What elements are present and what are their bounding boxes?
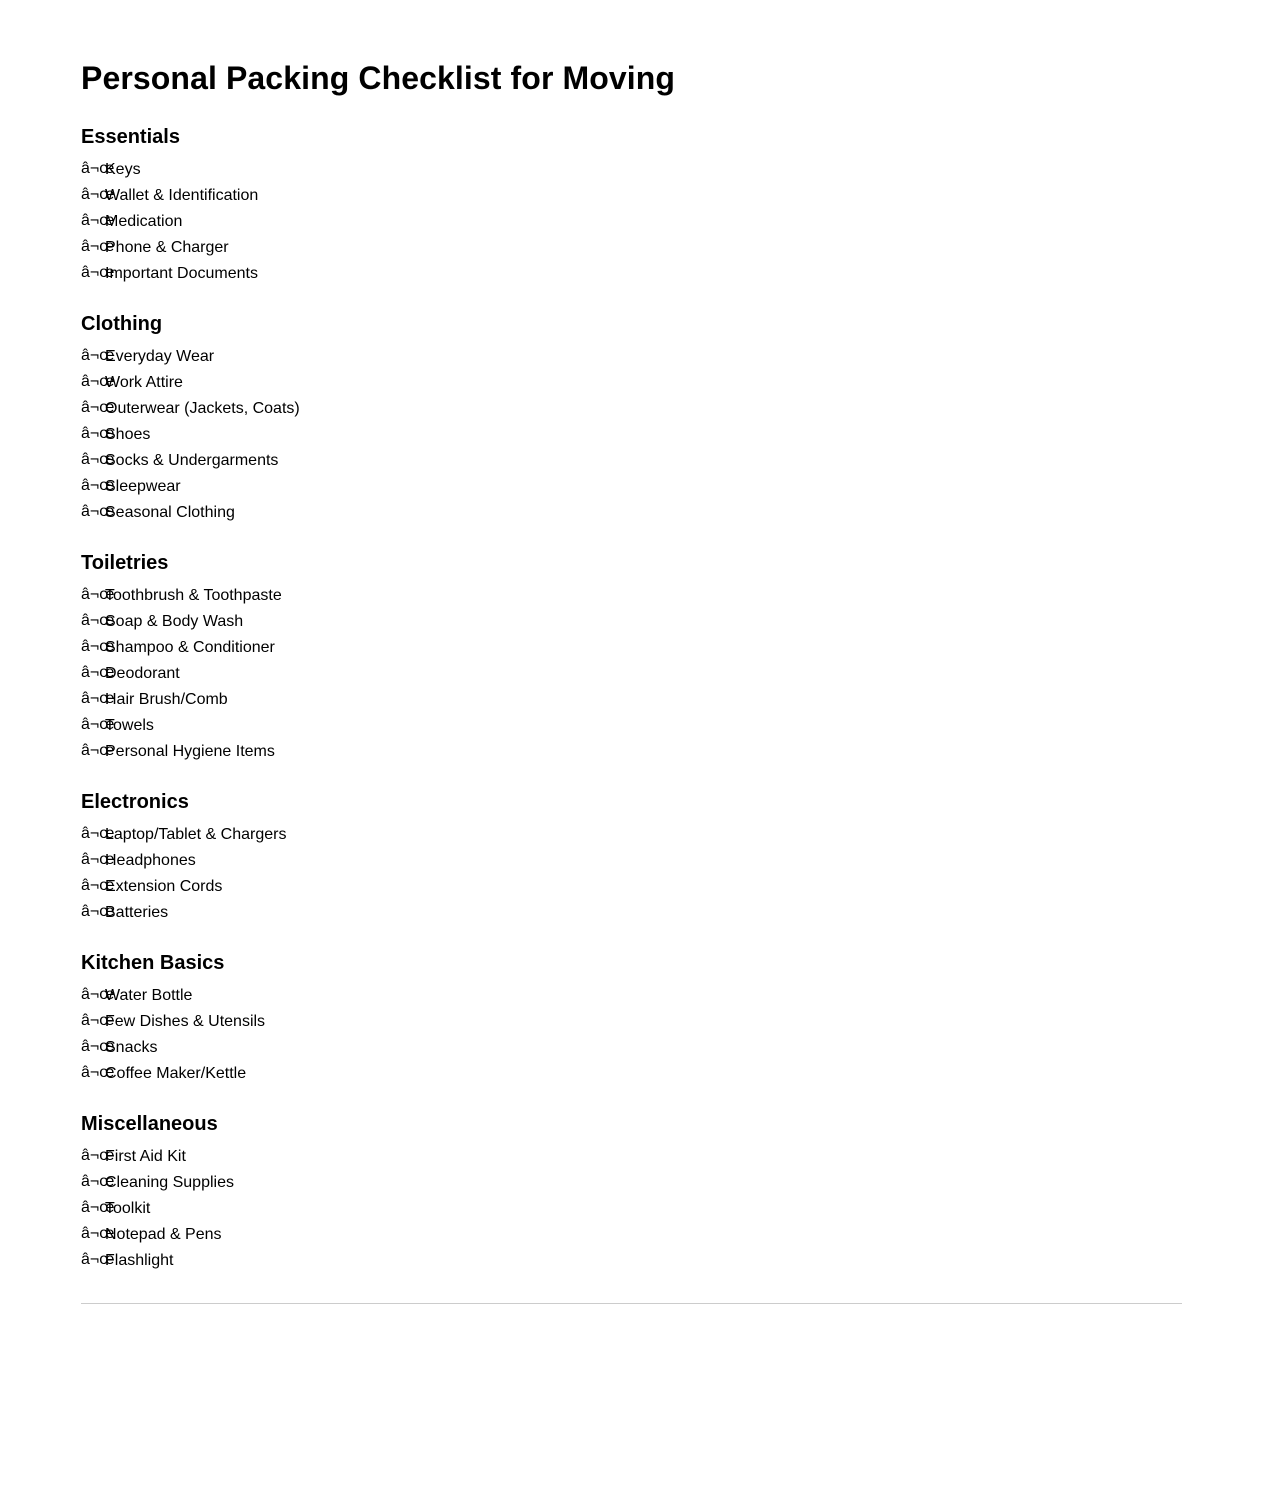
checklist-item xyxy=(81,183,1182,209)
checkbox-icon: â¬œ xyxy=(81,503,115,520)
checklist-item-label: Toothbrush & Toothpaste xyxy=(105,587,282,604)
checklist-item-label: Shampoo & Conditioner xyxy=(105,639,275,656)
checkbox-icon: â¬œ xyxy=(81,612,115,629)
section-miscellaneous xyxy=(81,1112,1182,1274)
checklist-item xyxy=(81,235,1182,261)
checklist-page xyxy=(81,0,1182,1304)
checklist-item-label: Deodorant xyxy=(105,665,180,682)
checklist-item xyxy=(81,1061,1182,1087)
checklist-item xyxy=(81,209,1182,235)
section-electronics xyxy=(81,790,1182,926)
checklist-item-label: Coffee Maker/Kettle xyxy=(105,1065,247,1082)
checkbox-icon: â¬œ xyxy=(81,347,115,364)
checkbox-icon: â¬œ xyxy=(81,742,115,759)
checkbox-icon: â¬œ xyxy=(81,160,115,177)
checklist-item xyxy=(81,1170,1182,1196)
checklist-item xyxy=(81,739,1182,765)
checkbox-icon: â¬œ xyxy=(81,451,115,468)
checkbox-icon: â¬œ xyxy=(81,716,115,733)
checklist-item xyxy=(81,500,1182,526)
section-heading: Electronics xyxy=(81,791,189,813)
checklist-item-label: First Aid Kit xyxy=(105,1148,186,1165)
checklist-item xyxy=(81,261,1182,287)
section-toiletries xyxy=(81,551,1182,765)
checkbox-icon: â¬œ xyxy=(81,1199,115,1216)
checklist-item xyxy=(81,713,1182,739)
checklist-item-label: Water Bottle xyxy=(105,987,193,1004)
checkbox-icon: â¬œ xyxy=(81,986,115,1003)
checklist-item-label: Soap & Body Wash xyxy=(105,613,244,630)
checklist-item-label: Hair Brush/Comb xyxy=(105,691,228,708)
checkbox-icon: â¬œ xyxy=(81,664,115,681)
checklist-item-label: Personal Hygiene Items xyxy=(105,743,275,760)
checkbox-icon: â¬œ xyxy=(81,1225,115,1242)
checklist-item xyxy=(81,583,1182,609)
checklist-item xyxy=(81,635,1182,661)
checkbox-icon: â¬œ xyxy=(81,586,115,603)
checklist-item-label: Extension Cords xyxy=(105,878,223,895)
checklist-item-label: Wallet & Identification xyxy=(105,187,259,204)
section-heading: Essentials xyxy=(81,126,180,148)
checklist-item xyxy=(81,344,1182,370)
checklist-item xyxy=(81,1196,1182,1222)
section-kitchen-basics xyxy=(81,951,1182,1087)
checklist-item-label: Toolkit xyxy=(105,1200,151,1217)
checklist-item xyxy=(81,474,1182,500)
checklist-item-label: Headphones xyxy=(105,852,196,869)
checklist-item xyxy=(81,396,1182,422)
checklist-item-label: Shoes xyxy=(105,426,151,443)
checklist-item-label: Few Dishes & Utensils xyxy=(105,1013,266,1030)
section-heading: Clothing xyxy=(81,313,163,335)
item-list xyxy=(81,1144,1182,1274)
checkbox-icon: â¬œ xyxy=(81,690,115,707)
checklist-item xyxy=(81,609,1182,635)
checklist-item-label: Flashlight xyxy=(105,1252,174,1269)
item-list xyxy=(81,822,1182,926)
checklist-item xyxy=(81,900,1182,926)
item-list xyxy=(81,157,1182,287)
checklist-item-label: Sleepwear xyxy=(105,478,181,495)
checklist-item xyxy=(81,661,1182,687)
item-list xyxy=(81,583,1182,765)
checklist-item xyxy=(81,874,1182,900)
checkbox-icon: â¬œ xyxy=(81,186,115,203)
checkbox-icon: â¬œ xyxy=(81,373,115,390)
checklist-item xyxy=(81,157,1182,183)
section-heading: Kitchen Basics xyxy=(81,952,225,974)
checkbox-icon: â¬œ xyxy=(81,903,115,920)
checkbox-icon: â¬œ xyxy=(81,877,115,894)
checklist-item xyxy=(81,448,1182,474)
checkbox-icon: â¬œ xyxy=(81,638,115,655)
checklist-item-label: Important Documents xyxy=(105,265,258,282)
section-essentials xyxy=(81,125,1182,287)
checklist-item-label: Work Attire xyxy=(105,374,183,391)
checkbox-icon: â¬œ xyxy=(81,477,115,494)
checklist-item xyxy=(81,1248,1182,1274)
checkbox-icon: â¬œ xyxy=(81,1012,115,1029)
checkbox-icon: â¬œ xyxy=(81,1251,115,1268)
checklist-item-label: Keys xyxy=(105,161,141,178)
bottom-divider xyxy=(81,1303,1182,1304)
checklist-sections xyxy=(81,125,1182,1274)
checkbox-icon: â¬œ xyxy=(81,399,115,416)
checklist-item xyxy=(81,1144,1182,1170)
section-clothing xyxy=(81,312,1182,526)
checklist-item-label: Snacks xyxy=(105,1039,158,1056)
section-heading: Toiletries xyxy=(81,552,169,574)
checklist-item-label: Everyday Wear xyxy=(105,348,215,365)
checkbox-icon: â¬œ xyxy=(81,425,115,442)
checklist-item-label: Phone & Charger xyxy=(105,239,229,256)
checklist-item-label: Medication xyxy=(105,213,183,230)
checkbox-icon: â¬œ xyxy=(81,1038,115,1055)
checklist-item xyxy=(81,370,1182,396)
checklist-item-label: Cleaning Supplies xyxy=(105,1174,234,1191)
checkbox-icon: â¬œ xyxy=(81,825,115,842)
checkbox-icon: â¬œ xyxy=(81,1064,115,1081)
checklist-item xyxy=(81,1009,1182,1035)
checklist-item-label: Seasonal Clothing xyxy=(105,504,235,521)
checklist-item xyxy=(81,983,1182,1009)
checkbox-icon: â¬œ xyxy=(81,1147,115,1164)
checklist-item xyxy=(81,687,1182,713)
checklist-item-label: Towels xyxy=(105,717,154,734)
item-list xyxy=(81,344,1182,526)
page-title: Personal Packing Checklist for Moving xyxy=(81,60,676,96)
checklist-item-label: Notepad & Pens xyxy=(105,1226,222,1243)
checklist-item-label: Laptop/Tablet & Chargers xyxy=(105,826,287,843)
checkbox-icon: â¬œ xyxy=(81,851,115,868)
checklist-item xyxy=(81,848,1182,874)
checklist-item-label: Socks & Undergarments xyxy=(105,452,279,469)
checkbox-icon: â¬œ xyxy=(81,264,115,281)
checkbox-icon: â¬œ xyxy=(81,1173,115,1190)
checklist-item-label: Batteries xyxy=(105,904,169,921)
checkbox-icon: â¬œ xyxy=(81,238,115,255)
item-list xyxy=(81,983,1182,1087)
checkbox-icon: â¬œ xyxy=(81,212,115,229)
checklist-item xyxy=(81,1222,1182,1248)
checklist-item xyxy=(81,822,1182,848)
section-heading: Miscellaneous xyxy=(81,1113,218,1135)
checklist-item-label: Outerwear (Jackets, Coats) xyxy=(105,400,300,417)
checklist-item xyxy=(81,1035,1182,1061)
checklist-item xyxy=(81,422,1182,448)
